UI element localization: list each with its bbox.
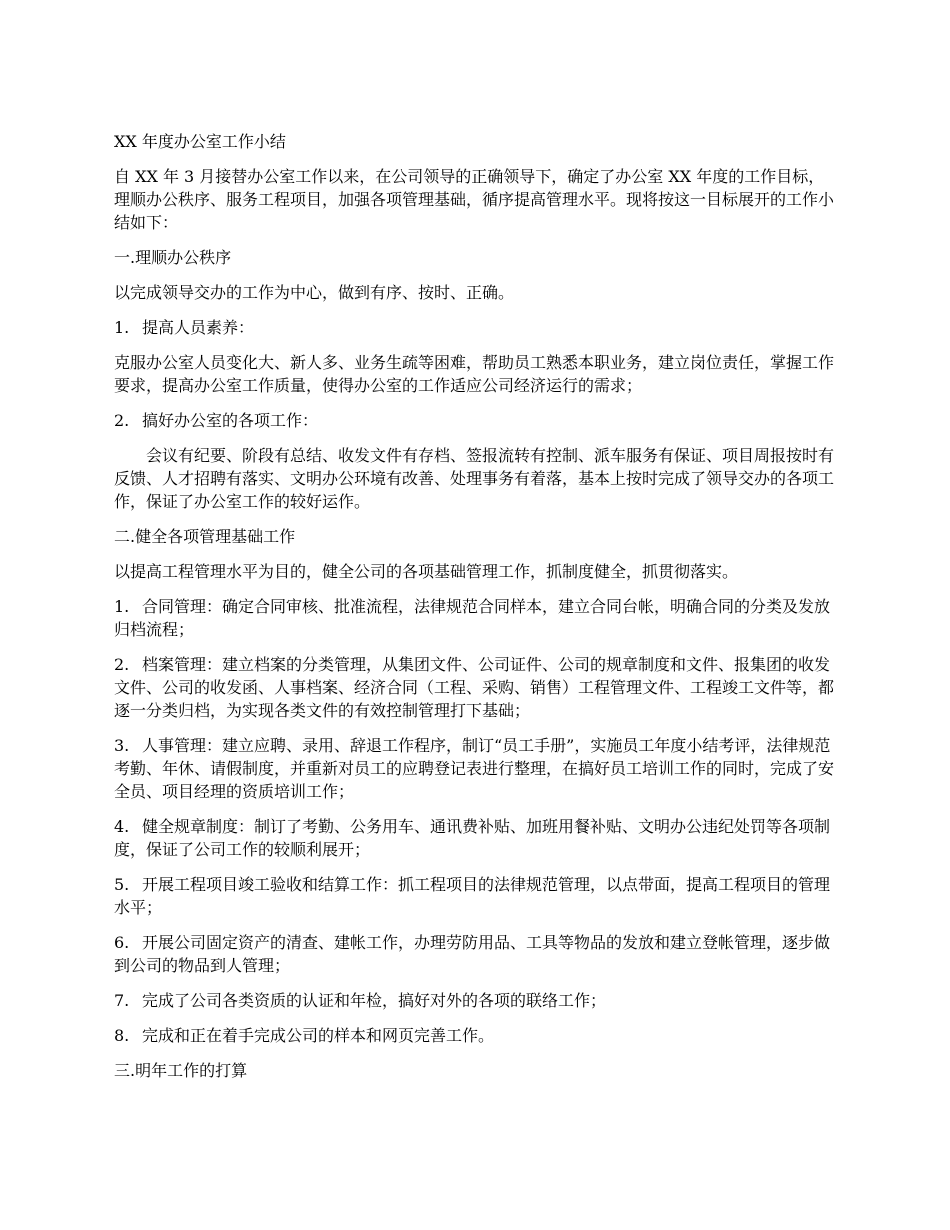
list-item [114,989,838,1012]
item-text: 档案管理：建立档案的分类管理，从集团文件、公司证件、公司的规章制度和文件、报集团的收发文件、公司的收发函、人事档案、经济合同（工程、采购、销售）工程管理文件、工程竣工文件等，都逐一分类归档，为实现各类文件的有效控制管理打下基础； [114,655,835,720]
item-title: 提高人员素养： [142,318,255,337]
item-number: 5. [114,875,130,894]
section-heading-2: 二.健全各项管理基础工作 [114,527,296,546]
document-body [114,130,838,1094]
item-number: 2. [114,411,130,430]
document-title: XX 年度办公室工作小结 [114,132,286,151]
item-text: 完成和正在着手完成公司的样本和网页完善工作。 [142,1026,495,1045]
list-item [114,734,838,803]
section-heading-1: 一.理顺办公秩序 [114,248,232,267]
list-item [114,815,838,861]
list-item [114,595,838,641]
item-number: 4. [114,817,130,836]
item-title: 搞好办公室的各项工作： [142,411,319,430]
item-number: 2. [114,655,130,674]
item-number: 6. [114,933,130,952]
section-summary-1: 以完成领导交办的工作为中心，做到有序、按时、正确。 [114,283,515,302]
item-text: 人事管理：建立应聘、录用、辞退工作程序，制订“员工手册”，实施员工年度小结考评，法律规范考勤、年休、请假制度，并重新对员工的应聘登记表进行整理，在搞好员工培训工作的同时，完成了安全员、项目经理的资质培训工作； [114,736,835,801]
item-number: 8. [114,1026,130,1045]
list-item [114,931,838,977]
section1-item-1 [114,316,838,339]
item-number: 1. [114,597,130,616]
section1-item-1-body: 克服办公室人员变化大、新人多、业务生疏等困难，帮助员工熟悉本职业务，建立岗位责任，掌握工作要求，提高办公室工作质量，使得办公室的工作适应公司经济运行的需求； [114,353,835,395]
item-text: 合同管理：确定合同审核、批准流程，法律规范合同样本，建立合同台帐，明确合同的分类及发放归档流程； [114,597,831,639]
section-heading-3: 三.明年工作的打算 [114,1061,248,1080]
item-text: 完成了公司各类资质的认证和年检，搞好对外的各项的联络工作； [142,991,607,1010]
item-number: 3. [114,736,130,755]
list-item [114,653,838,722]
item-text: 健全规章制度：制订了考勤、公务用车、通讯费补贴、加班用餐补贴、文明办公违纪处罚等各项制度，保证了公司工作的较顺利展开； [114,817,831,859]
item-text: 开展公司固定资产的清查、建帐工作，办理劳防用品、工具等物品的发放和建立登帐管理，逐步做到公司的物品到人管理； [114,933,831,975]
list-item [114,873,838,919]
section1-item-2-body: 会议有纪要、阶段有总结、收发文件有存档、签报流转有控制、派车服务有保证、项目周报按时有反馈、人才招聘有落实、文明办公环境有改善、处理事务有着落，基本上按时完成了领导交办的各项工作，保证了办公室工作的较好运作。 [114,446,835,511]
list-item [114,1024,838,1047]
item-text: 开展工程项目竣工验收和结算工作：抓工程项目的法律规范管理，以点带面，提高工程项目的管理水平； [114,875,831,917]
item-number: 7. [114,991,130,1010]
section1-item-2 [114,409,838,432]
section-summary-2: 以提高工程管理水平为目的，健全公司的各项基础管理工作，抓制度健全，抓贯彻落实。 [114,562,739,581]
intro-paragraph: 自 XX 年 3 月接替办公室工作以来，在公司领导的正确领导下，确定了办公室 XX 年度的工作目标，理顺办公秩序、服务工程项目，加强各项管理基础，循序提高管理水平。现将按这一目标展开的工作小结如下： [114,167,835,232]
item-number: 1. [114,318,130,337]
